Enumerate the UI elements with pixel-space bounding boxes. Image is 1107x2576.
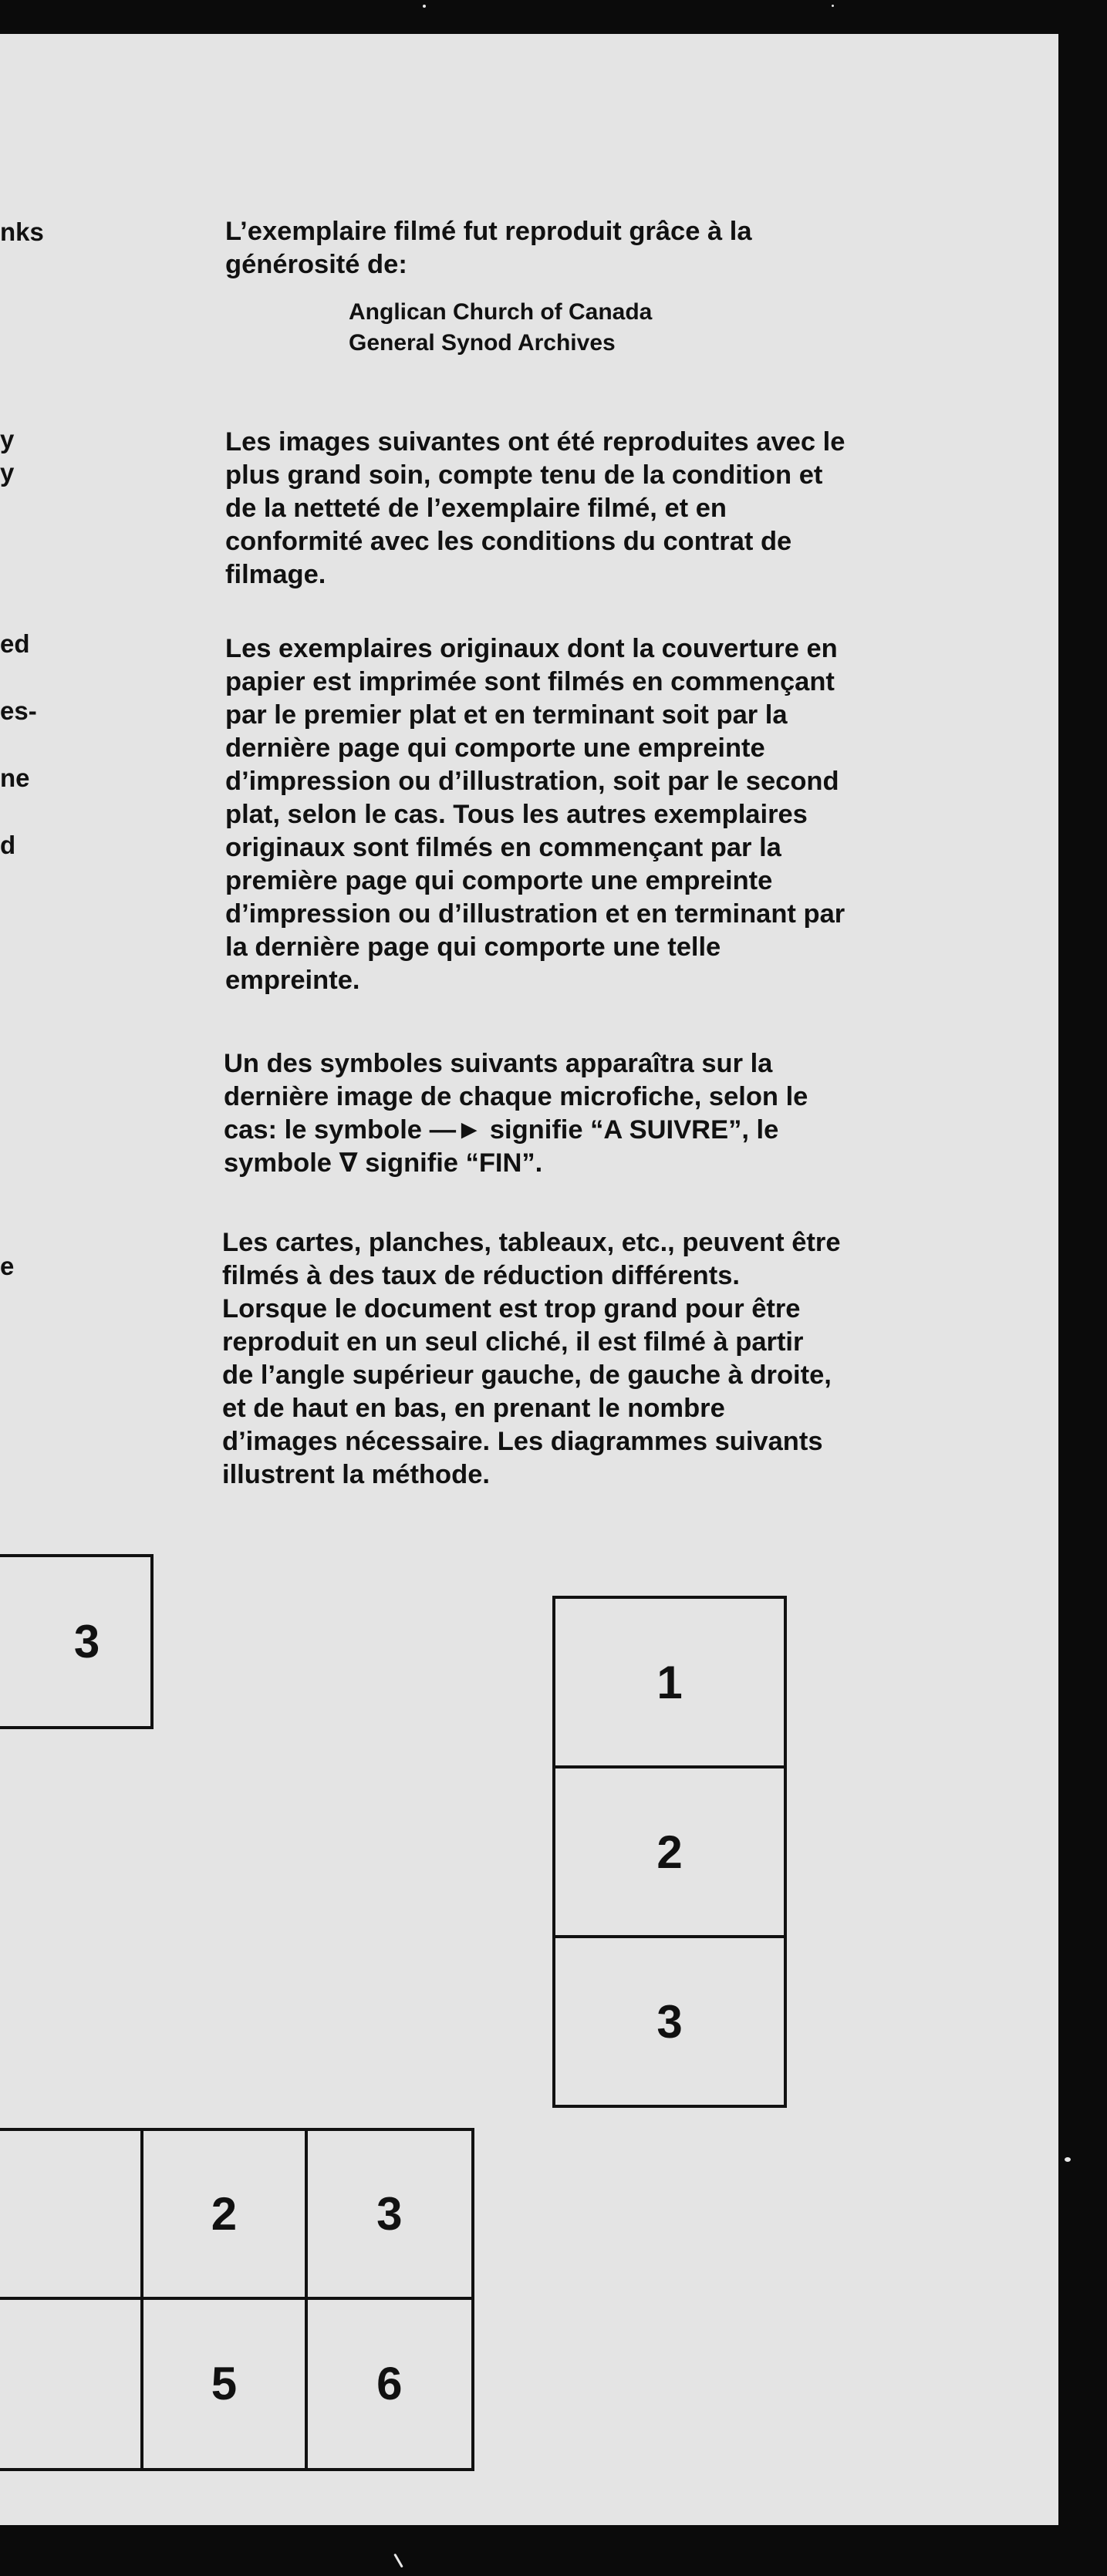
- symbols-line-3-start: cas: le symbole: [224, 1115, 422, 1145]
- intro-paragraph: L’exemplaire filmé fut reproduit grâce à la générosité de:: [225, 217, 752, 279]
- diagram-partial-box: [0, 1554, 154, 1729]
- symbols-line-1: Un des symboles suivants apparaîtra sur la: [224, 1049, 773, 1078]
- left-fragment-3: y: [0, 458, 15, 487]
- scan-speck: [423, 5, 426, 8]
- left-fragment-5: es-: [0, 696, 37, 725]
- symbols-line-4-end: signifie “FIN”.: [365, 1148, 543, 1178]
- scan-speck: [1065, 2157, 1071, 2162]
- diagram-cell: 3: [308, 2131, 471, 2300]
- symbols-line-3: [224, 1115, 778, 1145]
- paragraph-maps: Les cartes, planches, tableaux, etc., peuvent être filmés à des taux de réduction différents. Lorsque le document est trop grand pour être reproduit en un seul cliché, il est filmé à partir de l’angle supérieur gauche, de gauche à droite, et de haut en bas, en prenant le nombre d’images nécessaire. Les diagrammes suivants illustrent la méthode.: [222, 1228, 841, 1489]
- credit-institution: Anglican Church of Canada General Synod Archives: [349, 299, 653, 356]
- diagram-cell: 1: [555, 1599, 784, 1768]
- diagram-cell: 2: [555, 1768, 784, 1938]
- triangle-symbol-icon: ∇: [339, 1148, 358, 1178]
- left-fragment-1: nks: [0, 217, 44, 246]
- arrow-symbol-icon: —►: [429, 1115, 483, 1145]
- diagram-cell: 2: [143, 2131, 307, 2300]
- diagram-number: 3: [73, 1616, 100, 1667]
- diagram-cell: 3: [656, 1995, 683, 2048]
- symbols-line-3-end: signifie “A SUIVRE”, le: [489, 1115, 779, 1145]
- scan-speck: [393, 2554, 403, 2568]
- paragraph-images: Les images suivantes ont été reproduites avec le plus grand soin, compte tenu de la condition et de la netteté de l’exemplaire filmé, et en conformité avec les conditions du contrat de filmage.: [225, 427, 845, 589]
- left-fragment-7: d: [0, 831, 16, 859]
- paragraph-symbols: [224, 1047, 808, 1180]
- diagram-grid-sequence: [0, 2128, 474, 2471]
- paragraph-originals: Les exemplaires originaux dont la couverture en papier est imprimée sont filmés en commençant par le premier plat et en terminant soit par la dernière page qui comporte une empreinte d’impression ou d’illustration, soit par le second plat, selon le cas. Tous les autres exemplaires originaux sont filmés en commençant par la première page qui comporte une empreinte d’impression ou d’illustration et en terminant par la dernière page qui comporte une telle empreinte.: [225, 634, 845, 995]
- document-page: [0, 34, 1058, 2525]
- diagram-vertical-sequence: [552, 1596, 787, 2108]
- diagram-cell: [0, 2131, 143, 2300]
- symbols-line-4-start: symbole: [224, 1148, 332, 1178]
- left-fragment-6: ne: [0, 764, 30, 792]
- left-fragment-2: y: [0, 425, 15, 453]
- diagram-cell: 6: [376, 2358, 403, 2410]
- diagram-cell: 5: [143, 2300, 307, 2469]
- symbols-line-4: [224, 1148, 542, 1178]
- symbols-line-2: dernière image de chaque microfiche, selon le: [224, 1082, 808, 1111]
- scan-speck: [832, 5, 834, 7]
- left-fragment-4: ed: [0, 629, 30, 658]
- diagram-cell: [0, 2300, 143, 2469]
- left-fragment-8: e: [0, 1252, 15, 1280]
